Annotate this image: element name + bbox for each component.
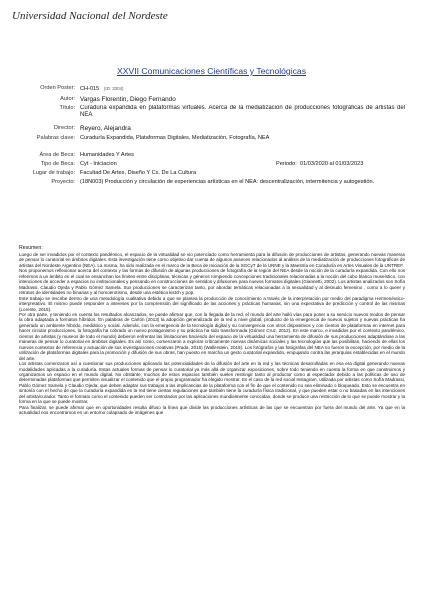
label-lugar: Lugar de trabajo: (32, 170, 75, 176)
resumen-body (19, 252, 405, 597)
value-tipo: Cyt - Iniciacion (80, 161, 117, 167)
value-area: Humanidades Y Artes (80, 152, 134, 158)
label-area: Área de Beca: (39, 152, 75, 158)
orden-code: CH-015 (80, 86, 100, 92)
value-lugar: Facultad De Artes, Diseño Y Cs. De La Cultura (80, 170, 197, 176)
orden-id: (ID: 3304) (103, 86, 124, 91)
row-area (0, 152, 423, 160)
value-autor: Vargas Florentin, Diego Fernando (80, 96, 176, 103)
resumen-paragraph: Los artistas comenzaron así a cuestionar sus producciones aplicando las potencialidades de la difusión del arte en la red y las técnicas desarrolladas en esa era digital generando nuevas modalidades aplicadas a la curaduría. Estas actuales formas de pensar lo curatorial ya más allá de organizar exposiciones, sobre todo teniendo en cuenta la forma en que construimos y organizamos un espacio en el mundo digital. No obstante, muchos de estos espacios también suelen restringir tanto al productor como al espectador debido a las políticas de uso de determinadas plataformas que permiten visualizar el contenido que el propio programador ha elegido mostrar. Es el caso de la red social Instagram, utilizada por artistas como Sofía Madrassi, Pablo Gómez Samela y Claudio Ojeda, que deben adaptar sus trabajos a las implicancias de la plataforma con el fin de que el contenido no sea eliminado o bloqueado. Esto se encuentra en sintonía con el hecho de que la curaduría expandida en la red tiene ciertas regulaciones que también tiene la curaduría física tradicional, y que pueden estar o no basadas en las intenciones del artista/curador. Tanto el formato como el contenido pueden ser controlados por las aplicaciones mundialmente conocidas, donde se produce una restricción de lo que se puede mostrar y la forma en la que se puede mostrar. (19, 361, 405, 405)
resumen-paragraph: Nos proponemos reflexionar acerca del contexto y las formas de difusión de algunas producciones de fotografía de la región del NEA desde la noción de la curaduría expandida. Con ello nos referimos a un ámbito en el cual se ensanchan los límites entre disciplinas, técnicas y géneros rompiendo concepciones tradicionales relacionadas a la noción del cubo blanco museístico, con intenciones de acceder a espacios no institucionales y pensando en construcciones de sentidos y difusiones para nuevos formatos digitales (Giannetti, 2002). Los artistas analizados son Sofía Madrassi, Claudio Ojeda y Pablo Gómez Samela. Sus producciones se caracterizan tanto, por abordar temáticas relacionadas a la sexualidad y al desnudo femenino , como a lo queer y retratos de identidades no binarias y al homoerotismo, desde una estética kistch y pop. (19, 268, 405, 296)
row-lugar (0, 170, 423, 178)
resumen-paragraph: Luego de ser invadidos por el contexto pandémico, el espacio de la virtualidad se vio potenciado como herramienta para la difusión de producciones de artistas, generando nuevas maneras de pensar lo curatorial en ámbitos digitales. Esta investigación tiene como objetivo dar cuenta de algunos avances relacionados al análisis de la mediatización de producciones fotográficas de artistas del Nordeste Argentino (NEA). La misma, ha sido realizada en el marco de la Beca de Iniciación de la SGCyT de la UNNE y la Maestría en Curaduría en Artes Visuales de la UNTREF. (19, 252, 405, 268)
label-tipo: Tipo de Beca: (40, 161, 75, 167)
row-orden (0, 85, 423, 93)
value-palabras: Curaduría Expandida, Plataformas Digitales, Mediatización, Fotografía, NEA (80, 135, 270, 141)
row-proyecto (0, 179, 423, 195)
row-tipo (0, 161, 423, 169)
label-orden: Orden Poster: (40, 85, 75, 91)
periodo (276, 161, 363, 168)
value-proyecto: (18N003) Producción y circulación de experiencias artísticas en el NEA: descentralización, intermitencia y autogestión. (80, 179, 375, 185)
row-palabras (0, 135, 423, 143)
label-director: Director: (53, 125, 75, 131)
label-periodo: Periodo: (276, 161, 297, 167)
label-proyecto: Proyecto: (51, 179, 75, 185)
university-logo: Universidad Nacional del Nordeste (12, 10, 168, 22)
value-orden (80, 85, 410, 93)
page-title: XXVII Comunicaciones Científicas y Tecnológicas (117, 66, 306, 76)
label-palabras: Palabras clave: (36, 135, 75, 141)
resumen-paragraph: Para finalizar, se puede afirmar que en oportunidades resulta difuso la línea que divide las producciones artísticas de las que se encuentran por fuera del mundo del arte. Ya que en la actualidad nos encontramos en un entorno colapsado de imágenes que (19, 404, 405, 416)
resumen-paragraph: Este trabajo se inscribe dentro de una metodología cualitativa debido a que se plantea la producción de conocimiento a través de la interpretación por medio del paradigma Hermenéutico-interpretativo. El mismo puede responder a intereses por la comprensión del significado de las acciones y prácticas humanas, sin una expectativa de predicción y control de las mismas (Lorente, 2015). (19, 295, 405, 312)
row-director (0, 125, 423, 133)
value-titulo: Curaduría expandida en plataformas virtuales. Acerca de la mediatización de producciones fotográficas de artistas del NEA (80, 105, 405, 119)
row-titulo (0, 105, 423, 121)
resumen-paragraph: Por otra parte, y teniendo en cuenta los resultados alcanzados, se puede afirmar que, con la llegada de la red, el mundo del arte halló vías para poner a su servicio nuevos modos de pensar la obra adaptada a formatos híbridos. En palabras de Carlón (2013) la adopción generalizada de la red a nivel global, producto de la emergencia de nuevos sujetos y nuevas prácticas ha generado un ambiente híbrido, mediático y social. Además, con la emergencia de la tecnología digital y su convergencia con otros dispositivos y con cientos de plataformas en internet para hacer circular producciones, la fotografía ha cobrado un nuevo protagonismo y su práctica ha sido transformada (Gómez Cruz, 2012). En este marco, e invadidos por el contexto pandémico, cientos de artistas (y museos de todo el mundo) debieron enfrentar las limitaciones haciendo del espacio de la virtualidad una herramienta de difusión de sus producciones adaptándose a las maneras de pensar lo curatorial en ámbitos digitales. Es así como, comenzaron a explorar críticamente nuevas dinámicas sociales y las tecnologías que las posibilitan, haciendo de ellas los nuevos contextos de referencia y actuación de sus investigaciones creativas (Prada, 2015) (Wallerstein, 2019). Los fotógrafos y las fotógrafas del NEA no fueron la excepción, por medio de la utilización de plataformas digitales para la promoción y difusión de sus obras, han puesto en marcha un gesto curatorial expandido, empujando contra las jerarquías establecidas en el mundo del arte. (19, 311, 405, 361)
value-periodo: 01/03/2020 al 01/03/2023 (299, 161, 364, 167)
label-titulo: Título: (59, 105, 75, 111)
label-autor: Autor: (60, 96, 75, 102)
row-autor (0, 96, 423, 104)
resumen-title: Resumen: (19, 245, 43, 251)
value-director: Reyero, Alejandra (80, 125, 131, 132)
